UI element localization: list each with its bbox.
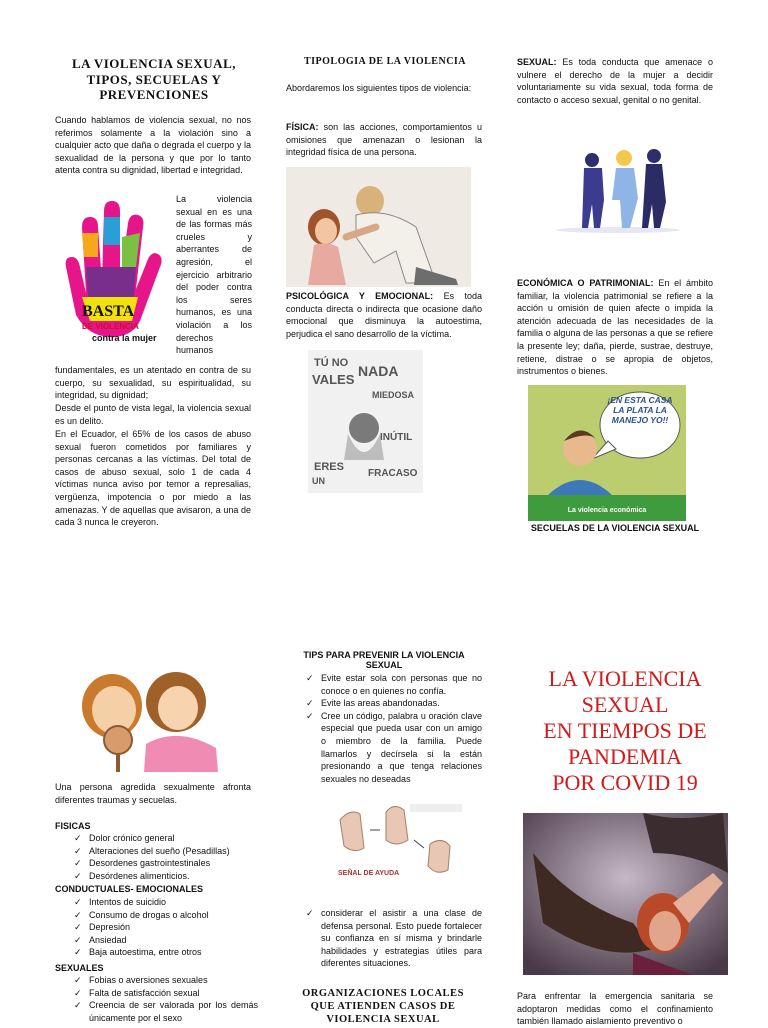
list-item: ✓ Alteraciones del sueño (Pesadillas)	[72, 845, 252, 858]
economic-banner: La violencia económica	[567, 507, 647, 514]
cover-title-line: EN TIEMPOS DE	[543, 718, 707, 743]
fisica-label: FÍSICA:	[286, 122, 319, 132]
list-item: ✓ Baja autoestima, entre otros	[72, 946, 252, 959]
list-item: ✓ Desórdenes alimenticios.	[72, 870, 252, 883]
sexual-violence-image	[550, 142, 685, 234]
list-item: ✓ Consumo de drogas o alcohol	[72, 909, 252, 922]
col1-rest: fundamentales, es un atentado en contra de su cuerpo, su sexualidad, su espiritualidad, su integridad, su dignidad;	[55, 365, 251, 401]
col1-stats: En el Ecuador, el 65% de los casos de abuso sexual fueron cometidos por familiares y personas cercanas a las víctimas. Del total de casos de abuso sexual, solo 1 de cada 4 víctimas nunca aviso por temor a represalias, vergüenza, impotencia o por miedo a las amenazas. Y de aquellas que avisaron, a una de cada 3 nunca le creyeron.	[55, 429, 251, 528]
hand-word-violencia: DE VIOLENCIA	[82, 322, 139, 331]
tips-title: TIPS PARA PREVENIR LA VIOLENCIA SEXUAL	[303, 650, 465, 670]
list-item: ✓ considerar el asistir a una clase de defensa personal. Esto puede fortalecer su confianza en sí misma y brindarle habilidades y estrategias útiles para diferentes situaciones.	[304, 907, 482, 970]
psico-label: PSICOLÓGICA Y EMOCIONAL:	[286, 291, 434, 301]
col3-caption: SECUELAS DE LA VIOLENCIA SEXUAL	[530, 523, 700, 533]
col2-title: TIPOLOGIA DE LA VIOLENCIA	[303, 56, 467, 67]
tips-list	[304, 672, 482, 785]
conductuales-list	[72, 896, 252, 959]
list-item: ✓ Falta de satisfacción sexual	[72, 987, 258, 1000]
insult-word: FRACASO	[368, 468, 418, 479]
help-signal-label: SEÑAL DE AYUDA	[338, 870, 400, 877]
sexuales-list	[72, 974, 258, 1024]
list-item: ✓ Desordenes gastrointestinales	[72, 857, 252, 870]
insult-word: MIEDOSA	[372, 390, 415, 400]
insult-word: NADA	[358, 363, 399, 379]
list-item: ✓ Evite las areas abandonadas.	[304, 697, 482, 710]
col4-intro: Una persona agredida sexualmente afronta diferentes traumas y secuelas.	[55, 782, 251, 805]
psico-text: Es toda conducta directa o indirecta que ocasione daño emocional que disminuya la autoestima, perjudica el sano desarrollo de la víctima.	[286, 291, 482, 339]
list-item: ✓ Evite estar sola con personas que no conoce o en quienes no confía.	[304, 672, 482, 697]
insult-word: TÚ NO	[314, 357, 349, 369]
insult-word: INÚTIL	[380, 432, 413, 443]
economic-violence-image	[528, 385, 686, 521]
sexuales-title: SEXUALES	[55, 963, 104, 973]
insult-word: ERES	[314, 461, 344, 473]
cover-title-line: PANDEMIA	[567, 744, 683, 769]
insult-word: UN	[312, 476, 325, 486]
cover-title	[520, 666, 730, 796]
col1-title: LA VIOLENCIA SEXUAL, TIPOS, SECUELAS Y PREVENCIONES	[71, 56, 236, 102]
list-item: ✓ Cree un código, palabra u oración clave especial que pueda usar con un amigo o miembro de la familia. Puede llamarlos y decírsela si la están presionando a que tenga relaciones sexuales no deseadas	[304, 710, 482, 786]
list-item: ✓ Intentos de suicidio	[72, 896, 252, 909]
cover-title-line: LA VIOLENCIA	[548, 666, 702, 691]
list-item: ✓ Creencia de ser valorada por los demás únicamente por el sexo	[72, 999, 258, 1024]
list-item: ✓ Depresión	[72, 921, 252, 934]
cover-title-line: POR COVID 19	[552, 770, 698, 795]
col1-wrap-text: La violencia sexual en es una de las formas más crueles y aberrantes de agresión, el ejercicio arbitrario del poder contra los seres humanos, es una violación a los derechos humanos	[176, 194, 252, 356]
col3-sexual	[517, 56, 713, 106]
col3-eco	[517, 277, 713, 378]
help-signal-image	[330, 800, 470, 890]
sad-women-image	[66, 662, 223, 772]
hand-word-mujer: contra la mujer	[92, 333, 157, 343]
col2-fisica	[286, 121, 482, 159]
psychological-violence-image	[308, 350, 423, 493]
fisicas-title: FISICAS	[55, 821, 91, 831]
cover-title-line: SEXUAL	[581, 692, 669, 717]
tips-list-2	[304, 907, 482, 970]
sexual-text: Es toda conducta que amenace o vulnere el derecho de la mujer a decidir voluntariamente su vida sexual, toda forma de contacto o acceso sexual, genital o no genital.	[517, 57, 713, 105]
eco-text: En el ámbito familiar, la violencia patrimonial se refiere a la acción u omisión de quien afecte o impida la atención adecuada de las necesidades de la familia o alguna de las personas a que se refiere la presente ley; daña, pierde, sustrae, destruye, retiene, distrae o se apropia de objetos, instrumentos o bienes.	[517, 278, 713, 377]
col1-intro: Cuando hablamos de violencia sexual, no nos referimos solamente a la violación sino a cualquier acto que daña o degrada el cuerpo y la sexualidad de la persona y que por lo tanto atenta contra su dignidad, libertad e integridad.	[55, 115, 251, 176]
eco-label: ECONÓMICA O PATRIMONIAL:	[517, 278, 654, 288]
col2-psico	[286, 290, 482, 340]
list-item: ✓ Ansiedad	[72, 934, 252, 947]
cover-image	[523, 813, 728, 975]
speech-bubble-text: ¡EN ESTA CASA LA PLATA LA MANEJO YO!!	[607, 395, 673, 425]
fisica-text: son las acciones, comportamientos u omisiones que amenazan o lesionan la integridad física de una persona.	[286, 122, 482, 158]
col2-intro: Abordaremos los siguientes tipos de violencia:	[286, 83, 472, 93]
list-item: ✓ Fobias o aversiones sexuales	[72, 974, 258, 987]
basta-hand-image	[52, 197, 164, 357]
sexual-label: SEXUAL:	[517, 57, 557, 67]
insult-word: VALES	[312, 372, 355, 387]
col1-legal: Desde el punto de vista legal, la violencia sexual es un delito.	[55, 403, 251, 426]
org-title: ORGANIZACIONES LOCALES QUE ATIENDEN CASOS DE VIOLENCIA SEXUAL	[302, 988, 464, 1025]
col6-bottom-text: Para enfrentar la emergencia sanitaria se adoptaron medidas como el confinamiento también llamado aislamiento preventivo o	[517, 991, 713, 1027]
hand-word-basta: BASTA	[82, 303, 135, 320]
fisicas-list	[72, 832, 252, 882]
physical-violence-image	[286, 167, 471, 287]
list-item: ✓ Dolor crónico general	[72, 832, 252, 845]
conductuales-title: CONDUCTUALES- EMOCIONALES	[55, 884, 203, 894]
